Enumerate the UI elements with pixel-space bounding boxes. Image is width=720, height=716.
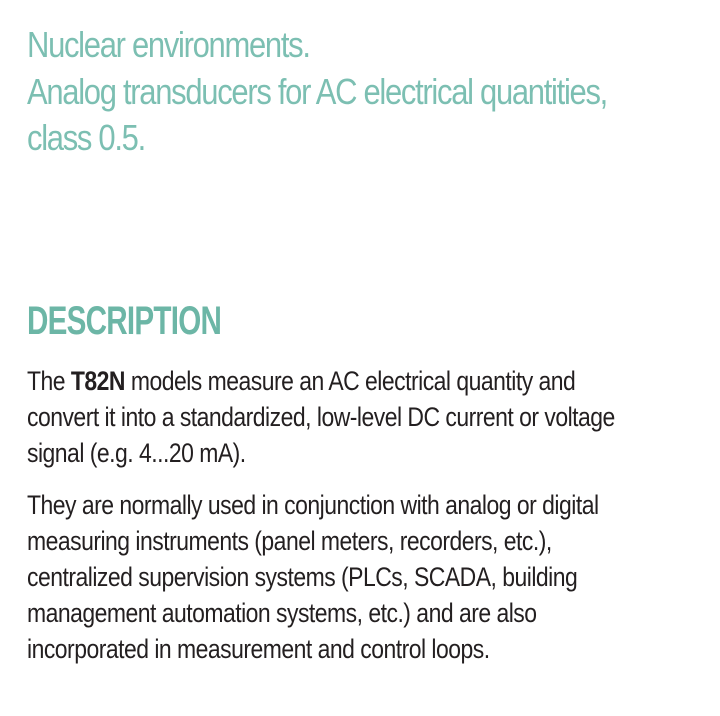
paragraph-line: management automation systems, etc.) and are also <box>27 598 537 628</box>
description-paragraph-2 <box>27 487 699 667</box>
paragraph-line <box>27 363 699 399</box>
subtitle-line: class 0.5. <box>27 117 145 158</box>
subtitle-line: Analog transducers for AC electrical quantities, <box>27 70 607 112</box>
description-heading: DESCRIPTION <box>27 299 222 343</box>
paragraph-line: signal (e.g. 4...20 mA). <box>27 438 246 468</box>
paragraph-line: convert it into a standardized, low-level DC current or voltage <box>27 402 615 432</box>
paragraph-line: incorporated in measurement and control loops. <box>27 634 490 664</box>
paragraph-line: They are normally used in conjunction with analog or digital <box>27 490 599 520</box>
text-segment: models measure an AC electrical quantity and <box>124 366 576 396</box>
paragraph-line: measuring instruments (panel meters, recorders, etc.), <box>27 526 552 556</box>
description-paragraph-1 <box>27 363 699 471</box>
model-name: T82N <box>70 366 125 396</box>
paragraph-line: centralized supervision systems (PLCs, SCADA, building <box>27 562 578 592</box>
document-subtitle <box>27 22 620 162</box>
text-segment: The <box>27 366 71 396</box>
subtitle-line: Nuclear environments. <box>27 24 310 65</box>
